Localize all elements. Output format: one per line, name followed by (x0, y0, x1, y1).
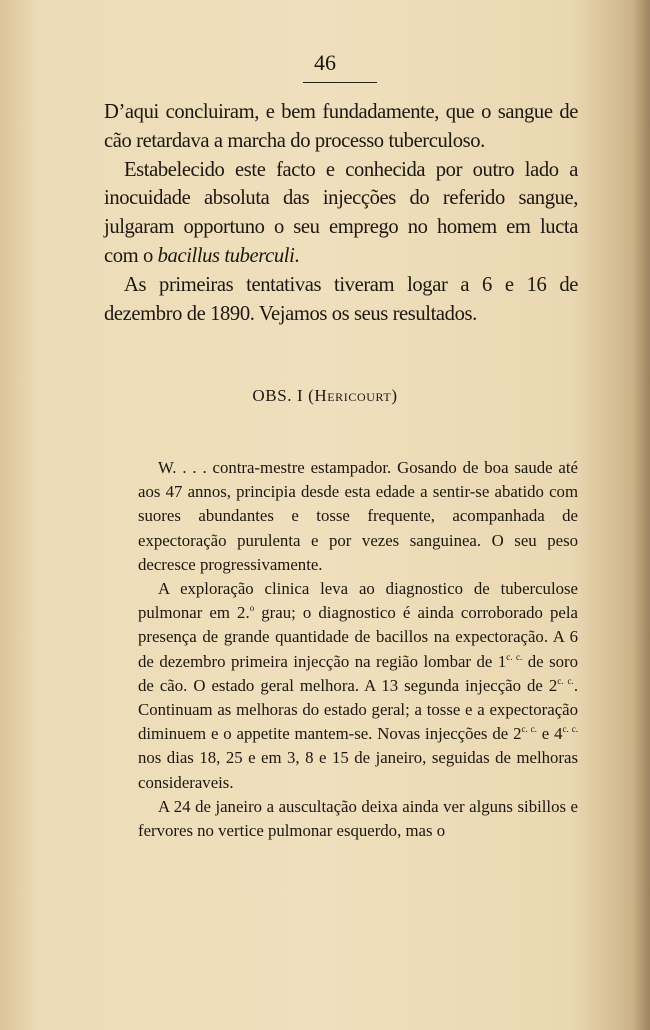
observation-heading (0, 386, 650, 406)
case-text (138, 456, 578, 843)
heading-name: Hericourt (314, 386, 392, 405)
page-edge (634, 0, 650, 1030)
intro-p2-end: . (294, 244, 300, 267)
intro-paragraph-3: As primeiras tentativas tiveram logar a 6 e 16 de dezembro de 1890. Vejamos os seus resultados. (104, 273, 578, 325)
c2-f: nos dias 18, 25 e em 3, 8 e 15 de janeiro, seguidas de melhoras consideraveis. (138, 748, 578, 792)
case-paragraph-2 (138, 577, 578, 795)
intro-paragraph-2 (104, 156, 578, 271)
c2-a: A exploração clinica leva ao diagnostico de tuberculose pulmonar em 2. (138, 579, 578, 623)
c2-b: grau; o diagnostico é ainda corroborado pela presença de grande quantidade de bacillos na expectoração. A 6 de dezembro primeira injecção na região lombar de 1 (138, 603, 578, 671)
c2-e: e 4 (536, 724, 563, 744)
page-number: 46 (314, 50, 336, 75)
case-paragraph-1: W. . . . contra-mestre estampador. Gosando de boa saude até aos 47 annos, principia desde esta edade a sentir-se abatido com suores abundantes e tosse frequente, acompanhada de expectoração purulenta e por vezes sanguinea. O seu peso decresce progressivamente. (138, 458, 578, 574)
c2-unit-3: c. c. (521, 724, 537, 735)
page-number-rule (303, 82, 377, 83)
c2-unit-1: c. c. (506, 651, 523, 662)
intro-p2-italic: bacillus tuberculi (157, 244, 295, 267)
heading-prefix: OBS. I ( (252, 386, 315, 405)
intro-p2-text: Estabelecido este facto e conhecida por outro lado a inocuidade absoluta das injecções do referido sangue, julgaram opportuno o seu emprego no homem em lucta com o (104, 158, 578, 267)
intro-text (104, 98, 578, 328)
intro-paragraph-1: D’aqui concluiram, e bem fundadamente, que o sangue de cão retardava a marcha do processo tuberculoso. (104, 101, 578, 152)
c2-d: . Continuam as melhoras do estado geral; a tosse e a expectoração diminuem e o appetite mantem-se. Novas injecções de 2 (138, 675, 579, 744)
case-paragraph-3: A 24 de janeiro a auscultação deixa ainda ver alguns sibillos e fervores no vertice pulmonar esquerdo, mas o (138, 796, 578, 841)
c2-unit-4: c. c. (562, 724, 578, 735)
c2-c: de soro de cão. O estado geral melhora. A 13 segunda injecção de 2 (138, 651, 578, 695)
c2-unit-2: c. c. (557, 675, 574, 686)
heading-suffix: ) (391, 386, 398, 405)
c2-degree: o (249, 603, 255, 614)
